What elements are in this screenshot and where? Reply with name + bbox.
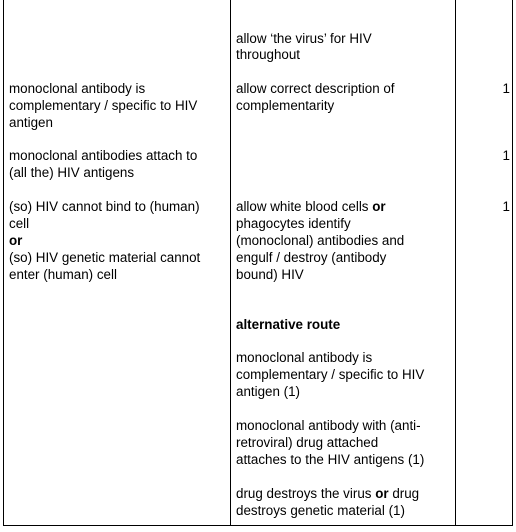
table-bottom-border <box>3 525 513 526</box>
column-divider-answer-extra <box>230 0 231 526</box>
alternative-point-3-line-2: destroys genetic material (1) <box>236 503 405 518</box>
alternative-point-2-line-1: monoclonal antibody with (anti- <box>236 418 421 433</box>
row-2-mark: 1 <box>502 81 510 96</box>
alternative-point-3-line-1: drug destroys the virus or drug <box>236 486 420 501</box>
row-4-extra-line-1: allow white blood cells or <box>236 199 386 214</box>
row-4-extra-line-5: bound) HIV <box>236 267 304 282</box>
alternative-point-1-line-3: antigen (1) <box>236 384 301 399</box>
alternative-point-3-or: or <box>375 486 389 501</box>
alternative-point-1-line-1: monoclonal antibody is <box>236 350 373 365</box>
row-3-mark: 1 <box>502 148 510 163</box>
row-4-answer-or: or <box>9 233 23 248</box>
table-left-border <box>3 0 4 526</box>
row-4-extra-line-2: phagocytes identify <box>236 216 351 231</box>
row-2-extra-line-1: allow correct description of <box>236 81 395 96</box>
alternative-point-1-line-2: complementary / specific to HIV <box>236 367 425 382</box>
row-2-answer-line-3: antigen <box>9 115 53 130</box>
alternative-point-2-line-2: retroviral) drug attached <box>236 435 379 450</box>
row-3-answer-line-2: (all the) HIV antigens <box>9 165 135 180</box>
row-4-extra-line-3: (monoclonal) antibodies and <box>236 233 405 248</box>
row-4-extra-or: or <box>372 199 386 214</box>
row-4-answer-line-5: enter (human) cell <box>9 267 117 282</box>
column-divider-extra-mark <box>455 0 456 526</box>
row-4-extra-line-4: engulf / destroy (antibody <box>236 250 387 265</box>
row-1-extra-line-2: throughout <box>236 47 301 62</box>
row-2-answer-line-2: complementary / specific to HIV <box>9 98 198 113</box>
row-4-answer-line-1: (so) HIV cannot bind to (human) <box>9 199 200 214</box>
row-4-answer-line-4: (so) HIV genetic material cannot <box>9 250 201 265</box>
row-4-mark: 1 <box>502 199 510 214</box>
table-right-border <box>512 0 513 526</box>
alternative-point-2-line-3: attaches to the HIV antigens (1) <box>236 452 425 467</box>
row-1-extra-line-1: allow ‘the virus’ for HIV <box>236 31 372 46</box>
row-2-extra-line-2: complementarity <box>236 98 335 113</box>
row-3-answer-line-1: monoclonal antibodies attach to <box>9 148 198 163</box>
row-4-answer-line-2: cell <box>9 216 30 231</box>
alternative-route-heading: alternative route <box>236 317 341 332</box>
row-2-answer-line-1: monoclonal antibody is <box>9 81 146 96</box>
